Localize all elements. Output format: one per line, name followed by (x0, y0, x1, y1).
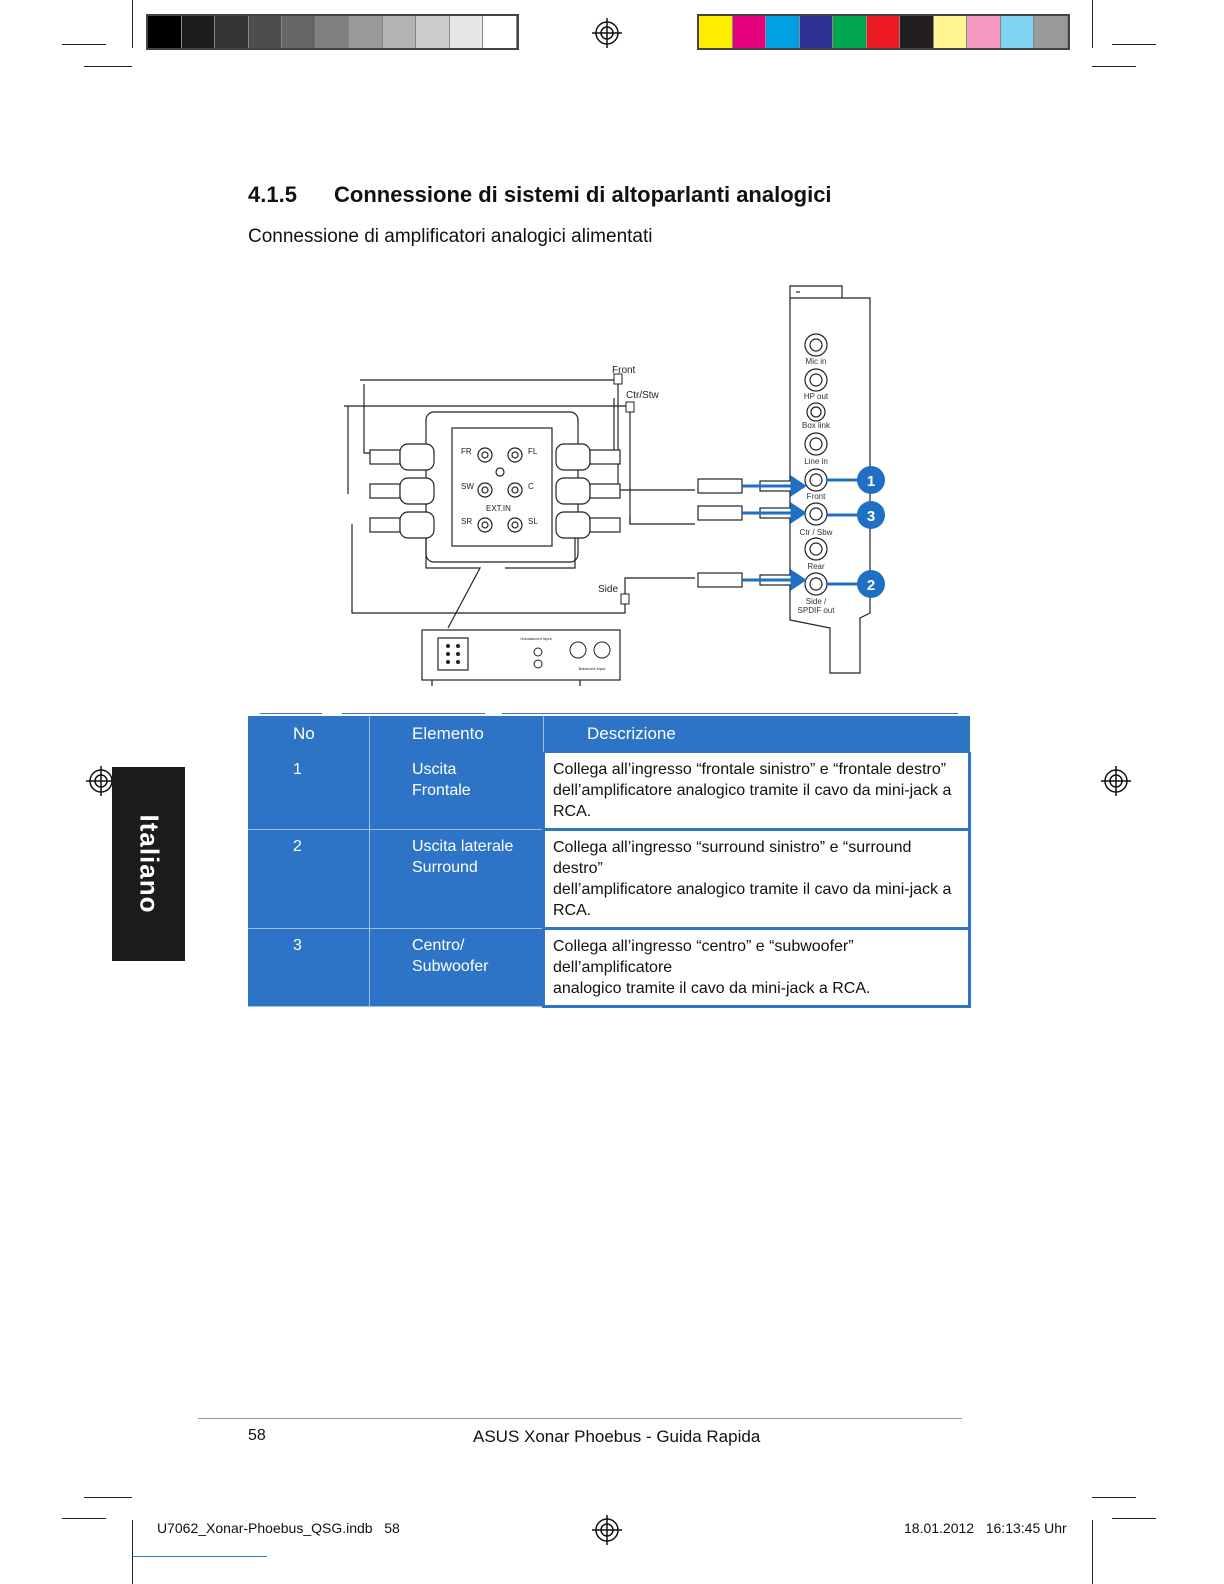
document-title: ASUS Xonar Phoebus - Guida Rapida (473, 1427, 761, 1446)
row-description (544, 830, 970, 929)
registration-mark-icon (592, 18, 622, 48)
calibration-swatch (282, 16, 316, 48)
section-subtitle: Connessione di amplificatori analogici alimentati (248, 226, 653, 247)
connection-diagram (330, 278, 900, 688)
table-row (248, 929, 970, 1007)
calibration-swatch (416, 16, 450, 48)
amp-port-fl: FL (528, 447, 538, 456)
calibration-swatch (215, 16, 249, 48)
crop-mark (1092, 66, 1136, 67)
amp-port-c: C (528, 482, 534, 491)
footer-rule (198, 1418, 962, 1419)
crop-mark (62, 44, 106, 45)
calibration-swatch (316, 16, 350, 48)
section-title: Connessione di sistemi di altoparlanti analogici (334, 182, 832, 207)
crop-mark (1092, 1497, 1136, 1498)
registration-mark-icon (592, 1515, 622, 1545)
row-number: 2 (248, 830, 370, 929)
color-calibration-bar (697, 14, 1070, 50)
port-label: Side / (805, 597, 827, 606)
calibration-swatch (699, 16, 733, 48)
table-header-row (248, 716, 970, 753)
device-label: Unbalanced Input (520, 636, 552, 641)
registration-mark-icon (1101, 766, 1131, 796)
calibration-swatch (833, 16, 867, 48)
row-description-line: dell’amplificatore analogico tramite il cavo da mini-jack a RCA. (553, 881, 952, 919)
port-label: SPDIF out (797, 606, 835, 615)
crop-mark (132, 1520, 133, 1584)
port-label: Ctr / Sbw (799, 528, 833, 537)
calibration-swatch (383, 16, 417, 48)
calibration-swatch (900, 16, 934, 48)
amp-port-fr: FR (461, 447, 472, 456)
row-description-line: Collega all’ingresso “centro” e “subwoofer” dell’amplificatore (553, 938, 854, 976)
row-description (544, 753, 970, 830)
table-top-rule (260, 713, 322, 714)
port-label: Mic in (805, 357, 827, 366)
calibration-swatch (1001, 16, 1035, 48)
header-descrizione: Descrizione (544, 716, 970, 753)
cable-label-ctr: Ctr/Stw (626, 390, 659, 401)
calibration-swatch (1034, 16, 1068, 48)
slug-timestamp: 18.01.2012 16:13:45 Uhr (904, 1520, 1067, 1536)
table-top-rule (342, 713, 485, 714)
cable-label-front: Front (612, 365, 636, 376)
callout-2-label: 2 (866, 577, 876, 594)
header-no: No (248, 716, 370, 753)
port-label: Front (806, 492, 826, 501)
crop-mark (84, 1497, 132, 1498)
table-row (248, 753, 970, 830)
row-element-line: Uscita (412, 760, 457, 778)
row-description-line: Collega all’ingresso “surround sinistro” e “surround destro” (553, 839, 912, 877)
section-number: 4.1.5 (248, 182, 297, 207)
port-label: Line in (804, 457, 828, 466)
port-label: Rear (807, 562, 825, 571)
row-description (544, 929, 970, 1007)
crop-mark (133, 1556, 267, 1557)
calibration-swatch (249, 16, 283, 48)
calibration-swatch (349, 16, 383, 48)
calibration-swatch (733, 16, 767, 48)
row-element-line: Frontale (412, 781, 471, 799)
calibration-swatch (934, 16, 968, 48)
cable-label-side: Side (598, 584, 619, 595)
calibration-swatch (800, 16, 834, 48)
amp-port-sl: SL (528, 517, 538, 526)
callout-3-label: 3 (866, 508, 876, 525)
crop-mark (84, 66, 132, 67)
grayscale-calibration-bar (146, 14, 519, 50)
row-element-line: Subwoofer (412, 958, 489, 975)
crop-mark (62, 1518, 106, 1519)
slug-filename: U7062_Xonar-Phoebus_QSG.indb 58 (157, 1520, 400, 1536)
calibration-swatch (967, 16, 1001, 48)
row-element (370, 929, 544, 1007)
header-elemento: Elemento (370, 716, 544, 753)
crop-mark (1112, 44, 1156, 45)
calibration-swatch (766, 16, 800, 48)
callout-1-label: 1 (866, 473, 876, 490)
row-element-line: Uscita laterale (412, 838, 514, 855)
row-description-line: analogico tramite il cavo da mini-jack a RCA. (553, 980, 871, 997)
calibration-swatch (148, 16, 182, 48)
connection-table (248, 716, 971, 1008)
row-element (370, 753, 544, 830)
language-tab (112, 767, 185, 961)
device-label: Balanced Input (578, 666, 606, 671)
language-tab-label: Italiano (134, 814, 164, 914)
crop-mark (132, 0, 133, 48)
row-element (370, 830, 544, 929)
table-row (248, 830, 970, 929)
page-number: 58 (248, 1427, 266, 1444)
crop-mark (1092, 1520, 1093, 1584)
amp-port-sw: SW (461, 482, 474, 491)
row-number: 1 (248, 753, 370, 830)
crop-mark (1112, 1518, 1156, 1519)
calibration-swatch (483, 16, 517, 48)
row-number: 3 (248, 929, 370, 1007)
calibration-swatch (867, 16, 901, 48)
amp-ext-in: EXT.IN (486, 504, 511, 513)
port-label: HP out (803, 392, 829, 401)
table-top-rule (502, 713, 958, 714)
amp-port-sr: SR (461, 517, 473, 526)
row-description-line: Collega all’ingresso “frontale sinistro” e “frontale destro” (553, 761, 947, 778)
port-label: Box link (801, 421, 831, 430)
calibration-swatch (450, 16, 484, 48)
crop-mark (1092, 0, 1093, 48)
row-element-line: Centro/ (412, 937, 465, 954)
row-description-line: dell’amplificatore analogico tramite il cavo da mini-jack a RCA. (553, 782, 952, 820)
row-element-line: Surround (412, 859, 478, 876)
calibration-swatch (182, 16, 216, 48)
